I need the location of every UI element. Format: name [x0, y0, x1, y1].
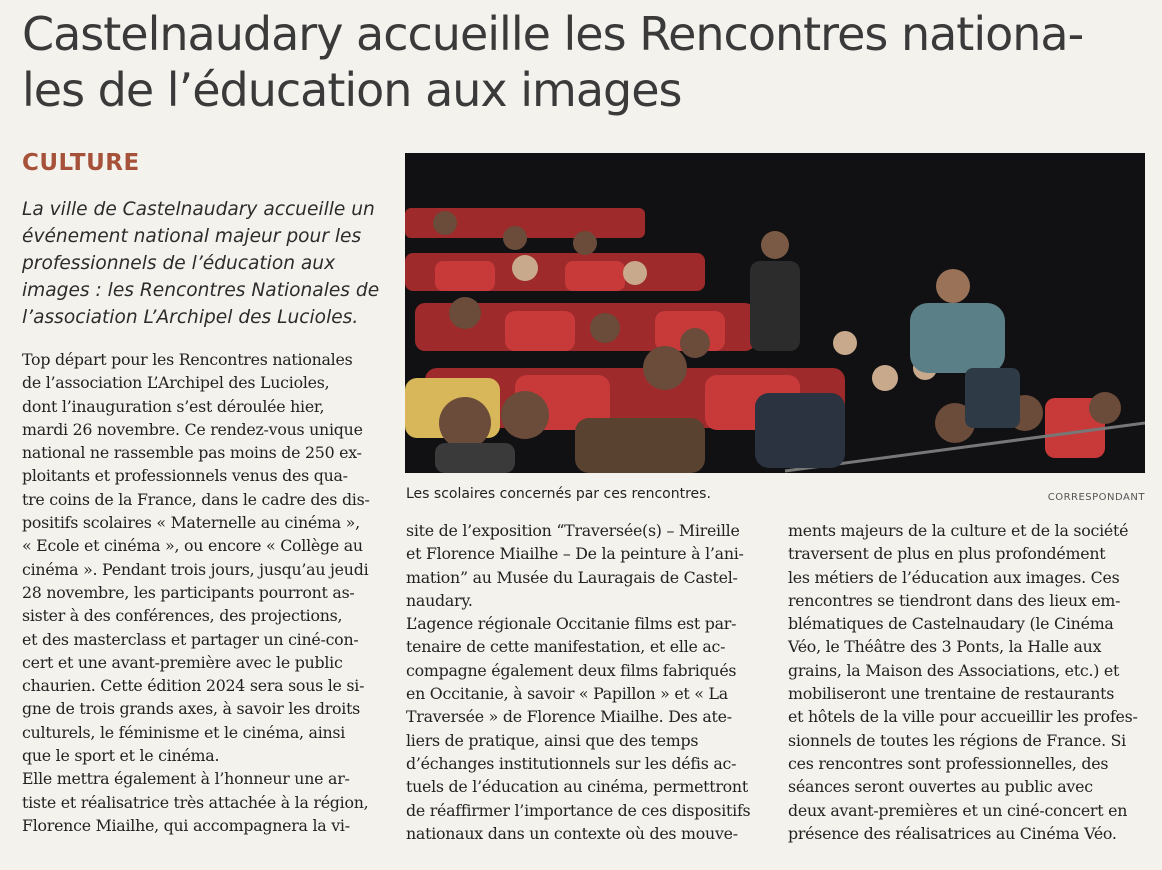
- article-column-3: [788, 519, 1148, 845]
- text-line: naudary.: [406, 590, 473, 610]
- text-line: chaurien. Cette édition 2024 sera sous le si-: [22, 676, 365, 696]
- text-line: cert et une avant-première avec le public: [22, 652, 343, 672]
- text-line: ploitants et professionnels venus des qua-: [22, 466, 348, 486]
- article-lead: [22, 196, 382, 331]
- text-line: présence des réalisatrices au Cinéma Véo.: [788, 823, 1117, 843]
- text-line: deux avant-premières et un ciné-concert en: [788, 800, 1128, 820]
- text-line: liers de pratique, ainsi que des temps: [406, 730, 699, 750]
- article-column-2: [406, 519, 766, 845]
- text-line: de réaffirmer l’importance de ces dispositifs: [406, 800, 751, 820]
- text-line: les métiers de l’éducation aux images. Ces: [788, 567, 1120, 587]
- text-line: nationaux dans un contexte où des mouve-: [406, 823, 738, 843]
- text-line: Florence Miailhe, qui accompagnera la vi-: [22, 815, 350, 835]
- headline-line: les de l’éducation aux images: [22, 63, 682, 117]
- lead-line: l’association L’Archipel des Lucioles.: [22, 307, 359, 328]
- text-line: cinéma ». Pendant trois jours, jusqu’au jeudi: [22, 559, 369, 579]
- cinema-photo-illustration: [405, 153, 1145, 473]
- text-line: L’agence régionale Occitanie films est par-: [406, 614, 737, 634]
- text-line: dont l’inauguration s’est déroulée hier,: [22, 396, 325, 416]
- text-line: Top départ pour les Rencontres nationales: [22, 350, 353, 369]
- text-line: d’échanges institutionnels sur les défis ac-: [406, 753, 737, 773]
- text-line: de l’association L’Archipel des Lucioles,: [22, 373, 330, 393]
- text-line: tuels de l’éducation au cinéma, permettront: [406, 777, 748, 797]
- text-line: Traversée » de Florence Miailhe. Des ate-: [406, 707, 732, 727]
- text-line: et Florence Miailhe – De la peinture à l’ani-: [406, 544, 744, 564]
- text-line: site de l’exposition “Traversée(s) – Mireille: [406, 521, 740, 540]
- text-line: Elle mettra également à l’honneur une ar-: [22, 769, 350, 789]
- text-line: et des masterclass et partager un ciné-con-: [22, 629, 359, 649]
- text-line: tre coins de la France, dans le cadre des dis-: [22, 489, 370, 509]
- lead-line: professionnels de l’éducation aux: [22, 253, 336, 274]
- text-line: et hôtels de la ville pour accueillir les profes-: [788, 707, 1138, 727]
- lead-line: La ville de Castelnaudary accueille un: [22, 199, 375, 220]
- text-line: traversent de plus en plus profondément: [788, 544, 1106, 564]
- text-line: compagne également deux films fabriqués: [406, 660, 737, 680]
- article-column-1: [22, 348, 382, 837]
- text-line: mobiliseront une trentaine de restaurants: [788, 684, 1115, 704]
- headline-line: Castelnaudary accueille les Rencontres nationa-: [22, 7, 1084, 61]
- text-line: grains, la Maison des Associations, etc.) et: [788, 660, 1120, 680]
- text-line: sister à des conférences, des projections,: [22, 606, 343, 626]
- text-line: 28 novembre, les participants pourront as-: [22, 582, 355, 602]
- text-line: gne de trois grands axes, à savoir les droits: [22, 699, 361, 719]
- text-line: tenaire de cette manifestation, et elle ac-: [406, 637, 726, 657]
- cinema-photo: [405, 153, 1145, 473]
- headline: [22, 6, 1152, 118]
- text-line: rencontres se tiendront dans des lieux em-: [788, 590, 1121, 610]
- photo-caption: Les scolaires concernés par ces rencontres.: [406, 486, 711, 502]
- photo-credit: CORRESPONDANT: [1047, 492, 1145, 503]
- text-line: séances seront ouvertes au public avec: [788, 777, 1093, 797]
- text-line: ments majeurs de la culture et de la société: [788, 521, 1129, 540]
- text-line: positifs scolaires « Maternelle au cinéma »,: [22, 513, 360, 533]
- lead-line: événement national majeur pour les: [22, 226, 362, 247]
- text-line: que le sport et le cinéma.: [22, 746, 220, 766]
- section-rubric: CULTURE: [22, 150, 140, 176]
- text-line: « Ecole et cinéma », ou encore « Collège au: [22, 536, 363, 556]
- text-line: blématiques de Castelnaudary (le Cinéma: [788, 614, 1114, 634]
- text-line: national ne rassemble pas moins de 250 ex-: [22, 443, 362, 463]
- text-line: mardi 26 novembre. Ce rendez-vous unique: [22, 419, 363, 439]
- text-line: en Occitanie, à savoir « Papillon » et « La: [406, 684, 728, 704]
- lead-line: images : les Rencontres Nationales de: [22, 280, 380, 301]
- text-line: mation” au Musée du Lauragais de Castel-: [406, 567, 738, 587]
- text-line: ces rencontres sont professionnelles, des: [788, 753, 1109, 773]
- text-line: culturels, le féminisme et le cinéma, ainsi: [22, 722, 346, 742]
- text-line: sionnels de toutes les régions de France. Si: [788, 730, 1126, 750]
- text-line: tiste et réalisatrice très attachée à la région,: [22, 792, 369, 812]
- text-line: Véo, le Théâtre des 3 Ponts, la Halle aux: [788, 637, 1102, 657]
